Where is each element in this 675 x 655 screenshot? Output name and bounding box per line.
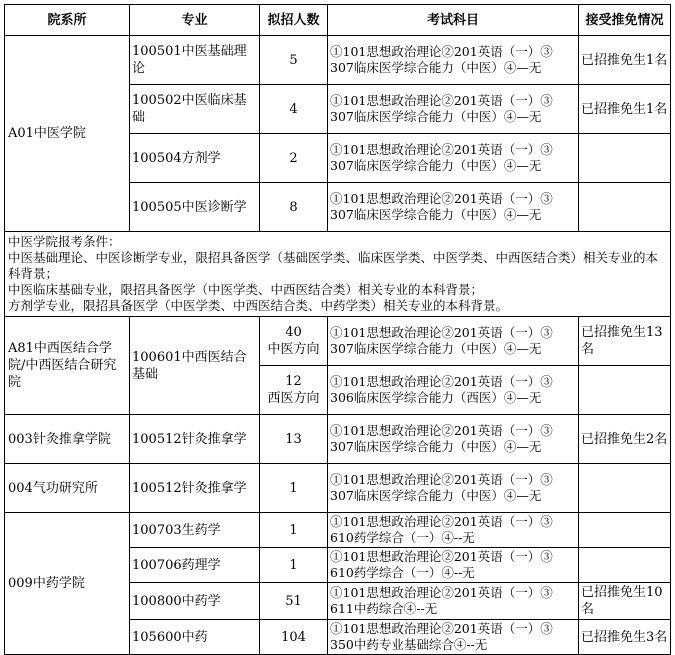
subjects-line: ①101思想政治理论②201英语（一）③: [330, 423, 553, 438]
subjects-cell: [328, 415, 579, 464]
subjects-line: ①101思想政治理论②201英语（一）③: [330, 325, 553, 340]
admission-conditions-note: [5, 232, 671, 317]
exempt-cell: 已招推免生13名: [579, 317, 671, 366]
exempt-cell: [579, 513, 671, 548]
subjects-line: ①101思想政治理论②201英语（一）③: [330, 191, 553, 206]
subjects-line: 306临床医学综合能力（西医）④—无: [330, 390, 542, 405]
exempt-cell: 已招推免生3名: [579, 620, 671, 655]
subjects-cell: [328, 513, 579, 548]
table-row: [5, 415, 671, 464]
dept-cell: 003针灸推拿学院: [5, 415, 130, 464]
header-subjects: 考试科目: [328, 5, 579, 36]
subjects-line: ①101思想政治理论②201英语（一）③: [330, 472, 553, 487]
count-cell: 8: [260, 183, 328, 232]
major-cell: 100512针灸推拿学: [130, 415, 260, 464]
header-major: 专业: [130, 5, 260, 36]
subjects-line: ①101思想政治理论②201英语（一）③: [330, 374, 553, 389]
dept-cell: A81中西医结合学院/中西医结合研究院: [5, 317, 130, 415]
subjects-line: 350中药专业基础综合④--无: [330, 637, 488, 652]
major-cell: 100703生药学: [130, 513, 260, 548]
subjects-line: ①101思想政治理论②201英语（一）③: [330, 585, 553, 600]
count-cell: 1: [260, 548, 328, 583]
subjects-line: 610药学综合（一）④--无: [330, 530, 475, 545]
admissions-table: [4, 4, 671, 655]
dept-cell: A01中医学院: [5, 36, 130, 232]
subjects-line: 307临床医学综合能力（中医）④—无: [330, 439, 542, 454]
count-cell: 12 西医方向: [260, 366, 328, 415]
subjects-line: ①101思想政治理论②201英语（一）③: [330, 142, 553, 157]
count-cell: 1: [260, 513, 328, 548]
major-cell: 100512针灸推拿学: [130, 464, 260, 513]
subjects-line: ①101思想政治理论②201英语（一）③: [330, 514, 553, 529]
note-line: 中医学院报考条件：: [8, 234, 121, 249]
note-line: 中医基础理论、中医诊断学专业，限招具备医学（基础医学类、临床医学类、中医学类、中西医结合类）相关专业的本科背景；: [8, 250, 659, 281]
major-cell: 100504方剂学: [130, 134, 260, 183]
subjects-cell: [328, 620, 579, 655]
count-cell: 1: [260, 464, 328, 513]
note-line: 中医临床基础专业，限招具备医学（中医学类、中西医结合类）相关专业的本科背景；: [8, 282, 484, 297]
subjects-cell: [328, 583, 579, 620]
header-dept: 院系所: [5, 5, 130, 36]
count-cell: 13: [260, 415, 328, 464]
subjects-line: 307临床医学综合能力（中医）④—无: [330, 60, 542, 75]
table-row: [5, 513, 671, 548]
subjects-line: 307临床医学综合能力（中医）④—无: [330, 341, 542, 356]
exempt-cell: 已招推免生1名: [579, 36, 671, 85]
subjects-cell: [328, 317, 579, 366]
exempt-cell: [579, 464, 671, 513]
count-cell: 4: [260, 85, 328, 134]
exempt-cell: [579, 366, 671, 415]
subjects-line: 610药学综合（一）④--无: [330, 565, 475, 580]
table-row: [5, 464, 671, 513]
header-exempt: 接受推免情况: [579, 5, 671, 36]
header-row: [5, 5, 671, 36]
major-cell: 100502中医临床基础: [130, 85, 260, 134]
table-row: [5, 36, 671, 85]
major-cell: 100601中西医结合基础: [130, 317, 260, 415]
subjects-cell: [328, 366, 579, 415]
subjects-line: 307临床医学综合能力（中医）④—无: [330, 207, 542, 222]
subjects-line: 611中药综合④--无: [330, 601, 438, 616]
major-cell: 100706药理学: [130, 548, 260, 583]
count-cell: 5: [260, 36, 328, 85]
subjects-line: ①101思想政治理论②201英语（一）③: [330, 93, 553, 108]
subjects-line: ①101思想政治理论②201英语（一）③: [330, 44, 553, 59]
subjects-cell: [328, 548, 579, 583]
note-row: [5, 232, 671, 317]
subjects-line: ①101思想政治理论②201英语（一）③: [330, 621, 553, 636]
major-cell: 100800中药学: [130, 583, 260, 620]
exempt-cell: [579, 183, 671, 232]
major-cell: 100505中医诊断学: [130, 183, 260, 232]
subjects-cell: [328, 36, 579, 85]
exempt-cell: 已招推免生10名: [579, 583, 671, 620]
exempt-cell: 已招推免生1名: [579, 85, 671, 134]
exempt-cell: [579, 548, 671, 583]
major-cell: 100501中医基础理论: [130, 36, 260, 85]
subjects-line: ①101思想政治理论②201英语（一）③: [330, 549, 553, 564]
subjects-line: 307临床医学综合能力（中医）④—无: [330, 109, 542, 124]
note-line: 方剂学专业，限招具备医学（中医学类、中西医结合类、中药学类）相关专业的本科背景。: [8, 298, 509, 313]
count-cell: 51: [260, 583, 328, 620]
exempt-cell: 已招推免生2名: [579, 415, 671, 464]
count-cell: 104: [260, 620, 328, 655]
subjects-cell: [328, 464, 579, 513]
count-cell: 2: [260, 134, 328, 183]
count-cell: 40 中医方向: [260, 317, 328, 366]
dept-cell: 009中药学院: [5, 513, 130, 655]
header-count: 拟招人数: [260, 5, 328, 36]
dept-cell: 004气功研究所: [5, 464, 130, 513]
exempt-cell: [579, 134, 671, 183]
subjects-cell: [328, 85, 579, 134]
major-cell: 105600中药: [130, 620, 260, 655]
table-row: [5, 317, 671, 366]
subjects-line: 307临床医学综合能力（中医）④—无: [330, 158, 542, 173]
subjects-cell: [328, 183, 579, 232]
subjects-line: 307临床医学综合能力（中医）④—无: [330, 488, 542, 503]
subjects-cell: [328, 134, 579, 183]
